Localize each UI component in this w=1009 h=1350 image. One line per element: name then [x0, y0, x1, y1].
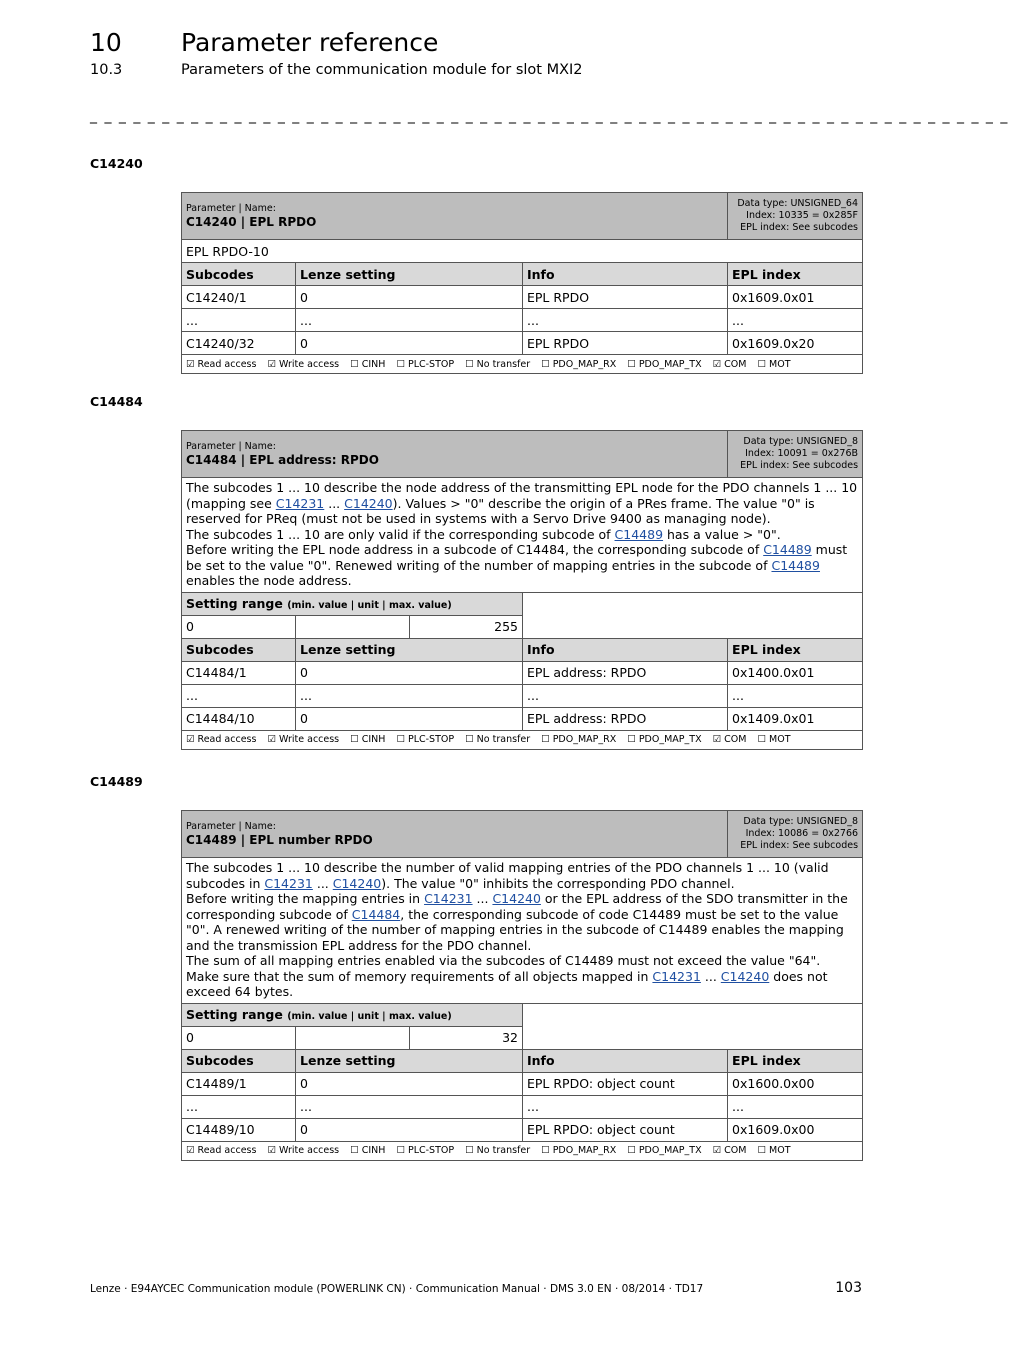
param-name: C14484 | EPL address: RPDO — [186, 453, 379, 467]
link-c14231[interactable]: C14231 — [264, 875, 313, 891]
data-type-cell — [728, 431, 863, 478]
subcode: C14489/10 — [182, 1118, 296, 1141]
flag-pdo-map-tx: ☐ PDO_MAP_TX — [627, 734, 702, 745]
link-c14489[interactable]: C14489 — [763, 542, 812, 557]
subcode: C14489/1 — [182, 1072, 296, 1095]
setting-range-title: Setting range — [186, 596, 283, 611]
flag-no-transfer: ☐ No transfer — [465, 358, 531, 370]
param-table-c14240 — [181, 192, 863, 374]
desc-text: Before writing the mapping entries in — [186, 891, 425, 906]
access-flags — [182, 355, 863, 374]
desc-text: The subcodes 1 ... 10 are only valid if the corresponding subcode of — [186, 526, 615, 542]
footer-text: Lenze · E94AYCEC Communication module (POWERLINK CN) · Communication Manual · DMS 3.0 EN · 08/2014 · TD17 — [90, 1283, 704, 1295]
param-name: C14489 | EPL number RPDO — [186, 833, 373, 847]
range-max: 255 — [410, 615, 523, 638]
setting-range-label — [182, 1003, 523, 1026]
code-heading-c14489: C14489 — [90, 774, 143, 789]
lenze-setting: 0 — [296, 707, 523, 730]
link-c14489[interactable]: C14489 — [771, 557, 820, 573]
index: Index: 10086 = 0x2766 — [745, 828, 859, 839]
epl-index: EPL index: See subcodes — [740, 840, 859, 851]
desc-text: must be set to the value "0". Renewed writing of the number of mapping entries in the subcode of — [186, 542, 848, 573]
col-subcodes: Subcodes — [182, 1049, 296, 1072]
param-name-label: Parameter | Name: — [186, 821, 276, 832]
flag-plc-stop: ☐ PLC-STOP — [396, 734, 455, 745]
page-number: 103 — [835, 1280, 862, 1296]
flag-cinh: ☐ CINH — [350, 1145, 386, 1156]
link-c14484[interactable]: C14484 — [351, 906, 401, 922]
flag-mot: ☐ MOT — [757, 358, 791, 370]
desc-text: , the corresponding subcode of code C14489 must be set to the value "0". A renewed writing of the number of mapping entries in the subcode of C14489 enables the mapping and the transmission EPL address for the PDO channel. — [186, 906, 844, 953]
range-unit — [296, 1026, 410, 1049]
epl-index-value: ... — [728, 1095, 863, 1118]
subcode: C14484/1 — [182, 661, 296, 684]
setting-range-title: Setting range — [186, 1007, 283, 1022]
table-row — [182, 1118, 863, 1141]
flag-read-access: ☑ Read access — [186, 1145, 257, 1156]
subcode: ... — [182, 309, 296, 332]
flag-mot: ☐ MOT — [757, 1145, 791, 1156]
desc-text: enables the node address. — [186, 573, 352, 588]
range-unit — [296, 615, 410, 638]
flag-pdo-map-rx: ☐ PDO_MAP_RX — [541, 1145, 617, 1156]
col-epl-index: EPL index — [728, 638, 863, 661]
info: EPL RPDO: object count — [523, 1072, 728, 1095]
param-name-cell — [182, 193, 728, 240]
flag-write-access: ☑ Write access — [267, 734, 340, 745]
desc-text: The subcodes 1 ... 10 describe the number of valid mapping entries of the PDO channels 1 ... 10 (valid subcodes in — [186, 860, 829, 891]
info: ... — [523, 309, 728, 332]
flag-cinh: ☐ CINH — [350, 358, 386, 370]
table-row — [182, 332, 863, 355]
col-epl-index: EPL index — [728, 1049, 863, 1072]
info: EPL address: RPDO — [523, 661, 728, 684]
code-heading-c14240: C14240 — [90, 156, 143, 171]
lenze-setting: ... — [296, 684, 523, 707]
col-lenze-setting: Lenze setting — [296, 1049, 523, 1072]
flag-plc-stop: ☐ PLC-STOP — [396, 358, 455, 370]
flag-plc-stop: ☐ PLC-STOP — [396, 1145, 455, 1156]
setting-range-label — [182, 592, 523, 615]
range-max: 32 — [410, 1026, 523, 1049]
desc-text: ... — [324, 495, 345, 511]
lenze-setting: 0 — [296, 1072, 523, 1095]
desc-text: Make sure that the sum of memory requirements of all objects mapped in — [186, 968, 653, 984]
subcode: C14240/32 — [182, 332, 296, 355]
index: Index: 10091 = 0x276B — [745, 448, 859, 459]
lenze-setting: 0 — [296, 332, 523, 355]
data-type-cell — [728, 811, 863, 858]
flag-mot: ☐ MOT — [757, 734, 791, 745]
desc-text: Before writing the EPL node address in a subcode of C14484, the corresponding subcode of — [186, 542, 764, 557]
subcode: ... — [182, 684, 296, 707]
epl-index-value: 0x1609.0x00 — [728, 1118, 863, 1141]
lenze-setting: 0 — [296, 661, 523, 684]
table-row — [182, 309, 863, 332]
epl-index-value: 0x1609.0x20 — [728, 332, 863, 355]
chapter-number: 10 — [90, 28, 122, 57]
desc-text: does not exceed 64 bytes. — [186, 968, 828, 999]
flag-pdo-map-rx: ☐ PDO_MAP_RX — [541, 734, 617, 745]
link-c14240[interactable]: C14240 — [332, 875, 382, 891]
param-description: EPL RPDO-10 — [182, 240, 863, 263]
desc-text: ). Values > "0" describe the origin of a PRes frame. The value "0" is reserved for PReq (must not be used in systems with a Servo Drive 9400 as managing node). — [186, 495, 815, 526]
empty-cell — [523, 1003, 863, 1049]
desc-text: ). The value "0" inhibits the corresponding PDO channel. — [381, 875, 735, 891]
param-table-c14489 — [181, 810, 863, 1161]
epl-index-value: 0x1400.0x01 — [728, 661, 863, 684]
desc-text: The subcodes 1 ... 10 describe the node address of the transmitting EPL node for the PDO channels 1 ... 10 (mapping see — [186, 480, 858, 511]
index: Index: 10335 = 0x285F — [746, 210, 858, 221]
data-type: Data type: UNSIGNED_8 — [743, 816, 859, 827]
access-flags — [182, 730, 863, 749]
param-description — [182, 478, 863, 593]
lenze-setting: ... — [296, 1095, 523, 1118]
link-c14240[interactable]: C14240 — [720, 968, 770, 984]
flag-no-transfer: ☐ No transfer — [465, 734, 531, 745]
flag-com: ☑ COM — [712, 1145, 747, 1156]
param-name-label: Parameter | Name: — [186, 441, 276, 452]
data-type-cell — [728, 193, 863, 240]
subcode: ... — [182, 1095, 296, 1118]
desc-text: or the EPL address of the SDO transmitter in the corresponding subcode of — [186, 891, 848, 922]
lenze-setting: 0 — [296, 286, 523, 309]
empty-cell — [523, 592, 863, 638]
table-row — [182, 684, 863, 707]
section-title: Parameters of the communication module for slot MXI2 — [181, 62, 583, 78]
link-c14240[interactable]: C14240 — [344, 495, 393, 511]
flag-pdo-map-rx: ☐ PDO_MAP_RX — [541, 358, 617, 370]
flag-cinh: ☐ CINH — [350, 734, 386, 745]
table-row — [182, 1072, 863, 1095]
subcode: C14240/1 — [182, 286, 296, 309]
desc-text: ... — [312, 875, 333, 891]
col-lenze-setting: Lenze setting — [296, 263, 523, 286]
desc-text: ... — [472, 891, 493, 906]
table-row — [182, 661, 863, 684]
param-name-cell — [182, 431, 728, 478]
data-type: Data type: UNSIGNED_8 — [743, 436, 859, 447]
col-info: Info — [523, 263, 728, 286]
col-info: Info — [523, 638, 728, 661]
info: ... — [523, 684, 728, 707]
flag-write-access: ☑ Write access — [267, 1145, 340, 1156]
epl-index: EPL index: See subcodes — [740, 222, 858, 233]
code-heading-c14484: C14484 — [90, 394, 143, 409]
col-subcodes: Subcodes — [182, 263, 296, 286]
epl-index-value: 0x1409.0x01 — [728, 707, 863, 730]
flag-read-access: ☑ Read access — [186, 358, 257, 370]
range-min: 0 — [182, 615, 296, 638]
info: EPL address: RPDO — [523, 707, 728, 730]
epl-index: EPL index: See subcodes — [740, 460, 859, 471]
data-type: Data type: UNSIGNED_64 — [737, 198, 858, 209]
col-epl-index: EPL index — [728, 263, 863, 286]
col-info: Info — [523, 1049, 728, 1072]
col-lenze-setting: Lenze setting — [296, 638, 523, 661]
link-c14231[interactable]: C14231 — [652, 968, 701, 984]
info: ... — [523, 1095, 728, 1118]
desc-text: The sum of all mapping entries enabled via the subcodes of C14489 must not exceed the value "64". — [186, 953, 821, 968]
flag-pdo-map-tx: ☐ PDO_MAP_TX — [627, 358, 702, 370]
setting-range-hint: (min. value | unit | max. value) — [287, 1011, 452, 1022]
link-c14489[interactable]: C14489 — [614, 526, 664, 542]
link-c14231[interactable]: C14231 — [275, 495, 325, 511]
desc-text: has a value > "0". — [663, 526, 781, 542]
link-c14231[interactable]: C14231 — [424, 891, 473, 906]
flag-no-transfer: ☐ No transfer — [465, 1145, 531, 1156]
flag-read-access: ☑ Read access — [186, 734, 257, 745]
access-flags — [182, 1141, 863, 1160]
table-row — [182, 1095, 863, 1118]
subcode: C14484/10 — [182, 707, 296, 730]
col-subcodes: Subcodes — [182, 638, 296, 661]
lenze-setting: 0 — [296, 1118, 523, 1141]
chapter-title: Parameter reference — [181, 28, 439, 57]
lenze-setting: ... — [296, 309, 523, 332]
param-description — [182, 858, 863, 1004]
param-table-c14484 — [181, 430, 863, 750]
epl-index-value: 0x1600.0x00 — [728, 1072, 863, 1095]
info: EPL RPDO: object count — [523, 1118, 728, 1141]
flag-com: ☑ COM — [712, 734, 747, 745]
link-c14240[interactable]: C14240 — [492, 891, 541, 906]
setting-range-hint: (min. value | unit | max. value) — [287, 600, 452, 611]
header-divider: _ _ _ _ _ _ _ _ _ _ _ _ _ _ _ _ _ _ _ _ _ _ _ _ _ _ _ _ _ _ _ _ _ _ _ _ _ _ _ _ _ _ _ _ _ _ _ _ _ _ _ _ _ _ _ _ _ _ _ _ _ _ _ _ — [90, 108, 1009, 124]
param-name-label: Parameter | Name: — [186, 203, 276, 214]
range-min: 0 — [182, 1026, 296, 1049]
param-name-cell — [182, 811, 728, 858]
desc-text: ... — [700, 968, 721, 984]
table-row — [182, 286, 863, 309]
flag-pdo-map-tx: ☐ PDO_MAP_TX — [627, 1145, 702, 1156]
epl-index-value: ... — [728, 309, 863, 332]
epl-index-value: ... — [728, 684, 863, 707]
flag-write-access: ☑ Write access — [267, 358, 340, 370]
epl-index-value: 0x1609.0x01 — [728, 286, 863, 309]
param-name: C14240 | EPL RPDO — [186, 215, 317, 229]
table-row — [182, 707, 863, 730]
section-number: 10.3 — [90, 62, 123, 78]
info: EPL RPDO — [523, 332, 728, 355]
info: EPL RPDO — [523, 286, 728, 309]
flag-com: ☑ COM — [712, 358, 747, 370]
